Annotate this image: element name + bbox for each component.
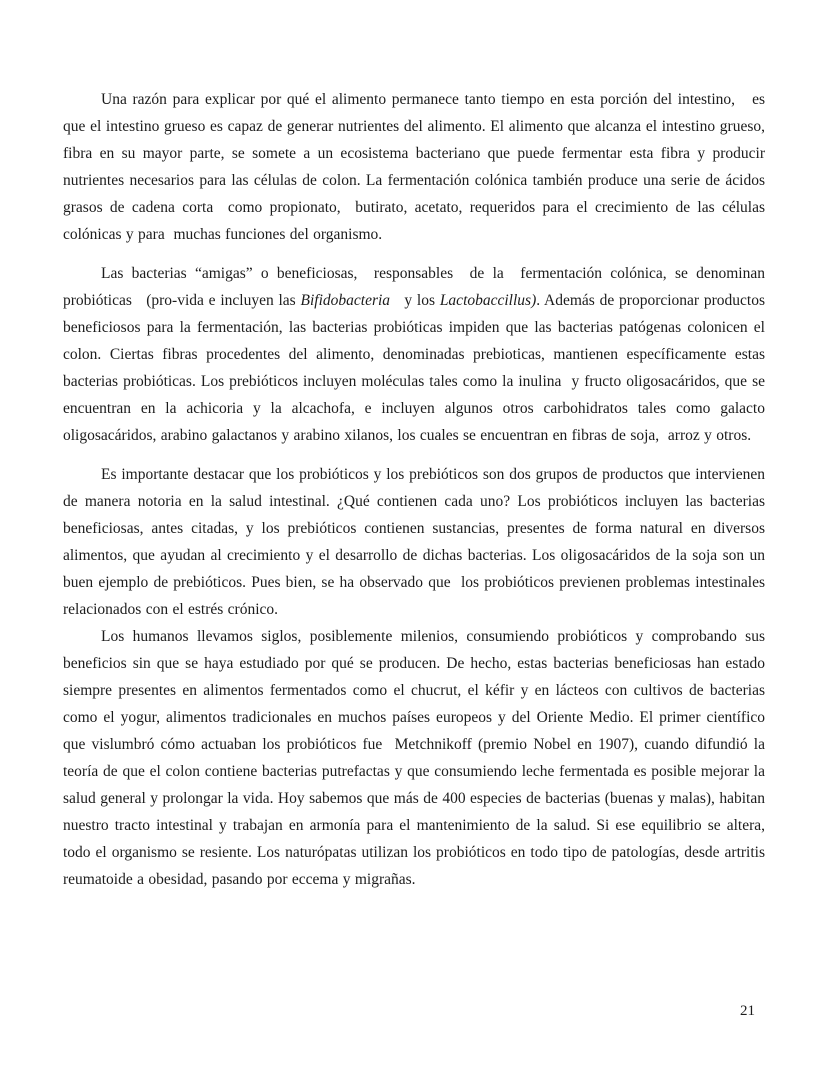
paragraph-1: Una razón para explicar por qué el alimento permanece tanto tiempo en esta porción del intestino, es que el intestino grueso es capaz de generar nutrientes del alimento. El alimento que alcanza el intestino grueso, fibra en su mayor parte, se somete a un ecosistema bacteriano que puede fermentar esta fibra y producir nutrientes necesarios para las células de colon. La fermentación colónica también produce una serie de ácidos grasos de cadena corta como propionato, butirato, acetato, requeridos para el crecimiento de las células colónicas y para muchas funciones del organismo.	[63, 91, 765, 243]
page-content	[63, 86, 765, 893]
paragraph-2-text-mid: y los	[390, 292, 440, 309]
genus-name-lactobaccillus: Lactobaccillus)	[439, 292, 537, 309]
paragraph-2-text-pre: Las bacterias “amigas” o beneficiosas, responsables de la fermentación colónica, se denominan probióticas (pro-vida e incluyen las	[63, 265, 765, 309]
paragraph-2-text-post: . Además de proporcionar productos beneficiosos para la fermentación, las bacterias probióticas impiden que las bacterias patógenas colonicen el colon. Ciertas fibras procedentes del alimento, denominadas prebioticas, mantienen específicamente estas bacterias probióticas. Los prebióticos incluyen moléculas tales como la inulina y fructo oligosacáridos, que se encuentran en la achicoria y la alcachofa, e incluyen algunos otros carbohidratos tales como galacto oligosacáridos, arabino galactanos y arabino xilanos, los cuales se encuentran en fibras de soja, arroz y otros.	[63, 292, 766, 444]
genus-name-bifidobacteria: Bifidobacteria	[300, 292, 391, 309]
paragraph-4: Los humanos llevamos siglos, posiblemente milenios, consumiendo probióticos y comprobando sus beneficios sin que se haya estudiado por qué se producen. De hecho, estas bacterias beneficiosas han estado siempre presentes en alimentos fermentados como el chucrut, el kéfir y en lácteos con cultivos de bacterias como el yogur, alimentos tradicionales en muchos países europeos y del Oriente Medio. El primer científico que vislumbró cómo actuaban los probióticos fue Metchnikoff (premio Nobel en 1907), cuando difundió la teoría de que el colon contiene bacterias putrefactas y que consumiendo leche fermentada es posible mejorar la salud general y prolongar la vida. Hoy sabemos que más de 400 especies de bacterias (buenas y malas), habitan nuestro tracto intestinal y trabajan en armonía para el mantenimiento de la salud. Si ese equilibrio se altera, todo el organismo se resiente. Los naturópatas utilizan los probióticos en todo tipo de patologías, desde artritis reumatoide a obesidad, pasando por eccema y migrañas.	[63, 628, 765, 888]
paragraph-3: Es importante destacar que los probióticos y los prebióticos son dos grupos de productos que intervienen de manera notoria en la salud intestinal. ¿Qué contienen cada uno? Los probióticos incluyen las bacterias beneficiosas, antes citadas, y los prebióticos contienen sustancias, presentes de forma natural en diversos alimentos, que ayudan al crecimiento y el desarrollo de dichas bacterias. Los oligosacáridos de la soja son un buen ejemplo de prebióticos. Pues bien, se ha observado que los probióticos previenen problemas intestinales relacionados con el estrés crónico.	[63, 466, 765, 618]
page-number: 21	[740, 1003, 755, 1019]
paragraph-2	[63, 260, 765, 449]
